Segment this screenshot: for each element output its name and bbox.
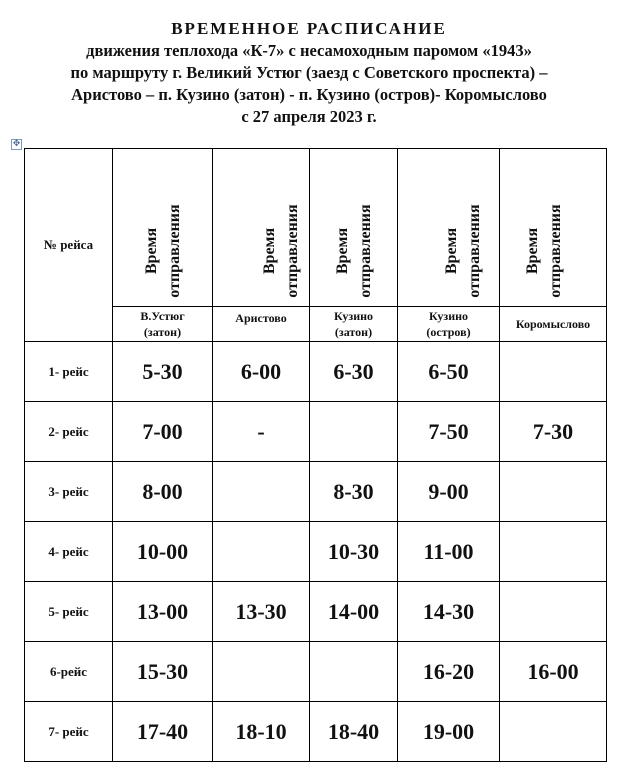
subtitle-line-4: с 27 апреля 2023 г.	[241, 107, 377, 126]
time-cell: -	[213, 402, 310, 462]
time-cell: 6-00	[213, 342, 310, 402]
time-cell: 14-00	[310, 582, 398, 642]
time-cell: 8-00	[113, 462, 213, 522]
time-cell	[500, 702, 607, 762]
table-row	[25, 702, 607, 762]
time-cell: 8-30	[310, 462, 398, 522]
time-cell: 17-40	[113, 702, 213, 762]
vertical-header-line2: отправления	[466, 203, 483, 298]
time-cell: 15-30	[113, 642, 213, 702]
table-row	[25, 342, 607, 402]
vertical-header-line1: Время	[143, 227, 160, 274]
document-title: ВРЕМЕННОЕ РАСПИСАНИЕ	[171, 19, 447, 38]
time-cell: 7-30	[500, 402, 607, 462]
vertical-header-line2: отправления	[547, 203, 564, 298]
departure-time-header	[213, 149, 310, 307]
table-row	[25, 462, 607, 522]
trip-label: 1- рейс	[25, 342, 113, 402]
trip-label: 4- рейс	[25, 522, 113, 582]
stop-kuzino-ostrov: Кузино (остров)	[398, 307, 500, 342]
time-cell	[500, 582, 607, 642]
document-header	[0, 18, 618, 128]
trip-label: 6-рейс	[25, 642, 113, 702]
time-cell: 6-50	[398, 342, 500, 402]
trip-label: 2- рейс	[25, 402, 113, 462]
header-row	[25, 149, 607, 307]
row-header-label: № рейса	[25, 149, 113, 342]
time-cell	[213, 642, 310, 702]
table-row	[25, 522, 607, 582]
time-cell	[310, 642, 398, 702]
stop-aristovo: Аристово	[213, 307, 310, 342]
subtitle-line-2: по маршруту г. Великий Устюг (заезд с Советского проспекта) –	[70, 63, 548, 82]
vertical-header-line1: Время	[443, 227, 460, 274]
schedule-table	[24, 148, 607, 762]
time-cell: 18-10	[213, 702, 310, 762]
time-cell	[213, 462, 310, 522]
table-row	[25, 582, 607, 642]
vertical-header-line1: Время	[334, 227, 351, 274]
time-cell: 10-00	[113, 522, 213, 582]
subtitle-line-1: движения теплохода «К-7» с несамоходным паромом «1943»	[86, 41, 532, 60]
time-cell: 18-40	[310, 702, 398, 762]
trip-label: 5- рейс	[25, 582, 113, 642]
time-cell: 7-00	[113, 402, 213, 462]
table-move-handle-icon[interactable]: ✥	[12, 139, 21, 149]
time-cell: 13-00	[113, 582, 213, 642]
table-row	[25, 642, 607, 702]
vertical-header-line1: Время	[524, 227, 541, 274]
vertical-header-line2: отправления	[166, 203, 183, 298]
time-cell: 16-20	[398, 642, 500, 702]
time-cell	[500, 522, 607, 582]
time-cell: 14-30	[398, 582, 500, 642]
time-cell: 13-30	[213, 582, 310, 642]
time-cell: 9-00	[398, 462, 500, 522]
trip-label: 7- рейс	[25, 702, 113, 762]
stop-kuzino-zaton: Кузино (затон)	[310, 307, 398, 342]
subtitle-line-3: Аристово – п. Кузино (затон) - п. Кузино (остров)- Коромыслово	[71, 85, 547, 104]
stop-v-ustyug: В.Устюг (затон)	[113, 307, 213, 342]
departure-time-header	[310, 149, 398, 307]
departure-time-header	[500, 149, 607, 307]
table-row	[25, 402, 607, 462]
time-cell	[500, 462, 607, 522]
stop-koromyslovo: Коромыслово	[500, 307, 607, 342]
time-cell: 5-30	[113, 342, 213, 402]
time-cell	[500, 342, 607, 402]
time-cell	[310, 402, 398, 462]
time-cell: 7-50	[398, 402, 500, 462]
time-cell: 16-00	[500, 642, 607, 702]
time-cell: 6-30	[310, 342, 398, 402]
vertical-header-line2: отправления	[284, 203, 301, 298]
departure-time-header	[398, 149, 500, 307]
vertical-header-line1: Время	[261, 227, 278, 274]
time-cell: 10-30	[310, 522, 398, 582]
trip-label: 3- рейс	[25, 462, 113, 522]
time-cell: 11-00	[398, 522, 500, 582]
departure-time-header	[113, 149, 213, 307]
time-cell: 19-00	[398, 702, 500, 762]
stops-row	[25, 307, 607, 342]
time-cell	[213, 522, 310, 582]
vertical-header-line2: отправления	[357, 203, 374, 298]
